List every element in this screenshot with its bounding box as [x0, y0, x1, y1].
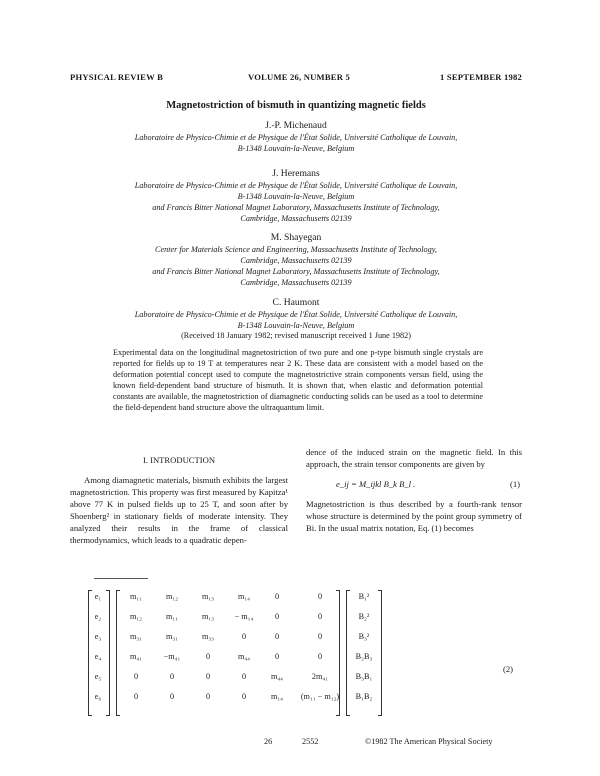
strain-component: e₅ — [94, 672, 102, 681]
tensor-coefficient: m₁₄ — [270, 692, 284, 701]
tensor-coefficient: m₁₁ — [165, 612, 179, 621]
footer-page-number: 2552 — [302, 737, 319, 746]
received-date: (Received 18 January 1982; revised manuscript received 1 June 1982) — [181, 331, 411, 340]
tensor-coefficient: 0 — [241, 632, 247, 641]
tensor-coefficient: 0 — [205, 672, 211, 681]
field-component: B₂² — [358, 612, 370, 621]
affiliation-line: Laboratoire de Physico-Chimie et de Physique de l'État Solide, Université Catholique de Louvain, — [134, 133, 458, 142]
tensor-coefficient: 0 — [133, 672, 139, 681]
strain-component: e₆ — [94, 692, 102, 701]
volume-number: VOLUME 26, NUMBER 5 — [248, 72, 350, 82]
author-name: J.-P. Michenaud — [265, 120, 327, 131]
affiliation-line: Center for Materials Science and Engineering, Massachusetts Institute of Technology, — [155, 245, 437, 254]
tensor-coefficient: m₁₃ — [201, 592, 215, 601]
intro-paragraph-continued: dence of the induced strain on the magnetic field. In this approach, the strain tensor components are given by — [306, 447, 522, 469]
footer-copyright: ©1982 The American Physical Society — [365, 737, 493, 746]
affiliation-line: Cambridge, Massachusetts 02139 — [240, 256, 352, 265]
journal-name: PHYSICAL REVIEW B — [70, 72, 164, 82]
tensor-coefficient: m₄₁ — [129, 652, 143, 661]
left-column — [70, 454, 288, 546]
tensor-coefficient: 0 — [317, 652, 323, 661]
tensor-coefficient: m₃₃ — [201, 632, 215, 641]
tensor-coefficient: m₄₄ — [237, 652, 251, 661]
tensor-coefficient: 0 — [205, 692, 211, 701]
tensor-coefficient: 0 — [274, 612, 280, 621]
tensor-coefficient: m₁₄ — [237, 592, 251, 601]
equation-2-number: (2) — [503, 664, 514, 674]
strain-component: e₄ — [94, 652, 102, 661]
tensor-coefficient: 0 — [241, 672, 247, 681]
tensor-coefficient: (m₁₁ − m₁₂) — [300, 692, 340, 701]
tensor-coefficient: 0 — [241, 692, 247, 701]
equation-1-number: (1) — [509, 479, 520, 489]
affiliation-line: Laboratoire de Physico-Chimie et de Physique de l'État Solide, Université Catholique de Louvain, — [134, 181, 458, 190]
equation-1-expression: e_ij = M_ijkl B_k B_l . — [336, 479, 416, 489]
affiliation-line: and Francis Bitter National Magnet Laboratory, Massachusetts Institute of Technology, — [152, 267, 440, 276]
tensor-coefficient: −m₄₁ — [163, 652, 181, 661]
tensor-coefficient: 0 — [169, 692, 175, 701]
tensor-coefficient: 0 — [317, 592, 323, 601]
abstract: Experimental data on the longitudinal magnetostriction of two pure and one p-type bismuth single crystals are reported for fields up to 19 T at temperatures near 2 K. These data are consistent with a model based on the deformation potential concept used to compute the magnetostrictive strain components versus field, using the known field-dependent band structure of bismuth. It is shown that, when elastic and deformation potential constants are available, the magnetostriction of diamagnetic conducting solids can be used as a tool to determine the field-dependent band structure above the ultraquantum limit. — [113, 348, 483, 412]
tensor-coefficient: 0 — [133, 692, 139, 701]
tensor-coefficient: 0 — [274, 652, 280, 661]
intro-paragraph: Among diamagnetic materials, bismuth exhibits the largest magnetostriction. This property was first measured by Kapitza¹ above 77 K in pulsed fields up to 25 T, and soon after by Shoenberg² in stationary fields of moderate intensity. They analyzed their results in the frame of classical thermodynamics, which leads to a quadratic depen- — [70, 475, 288, 545]
tensor-coefficient: m₁₂ — [129, 612, 143, 621]
affiliation-line: B-1348 Louvain-la-Neuve, Belgium — [237, 321, 355, 330]
field-component: B₂B₃ — [355, 652, 373, 661]
tensor-coefficient: 0 — [169, 672, 175, 681]
tensor-coefficient: − m₁₄ — [234, 612, 254, 621]
footer-volume: 26 — [264, 737, 273, 746]
field-component: B₃² — [358, 632, 370, 641]
strain-component: e₂ — [94, 612, 102, 621]
affiliation-line: Cambridge, Massachusetts 02139 — [240, 278, 352, 287]
tensor-coefficient: 0 — [274, 632, 280, 641]
affiliation-line: and Francis Bitter National Magnet Laboratory, Massachusetts Institute of Technology, — [152, 203, 440, 212]
equation-1 — [306, 474, 522, 494]
matrix-intro-paragraph: Magnetostriction is thus described by a fourth-rank tensor whose structure is determined by the point group symmetry of Bi. In the usual matrix notation, Eq. (1) becomes — [306, 499, 522, 533]
affiliation-line: B-1348 Louvain-la-Neuve, Belgium — [237, 144, 355, 153]
field-component: B₁B₂ — [355, 692, 373, 701]
strain-component: e₁ — [94, 592, 102, 601]
tensor-coefficient: m₃₁ — [165, 632, 179, 641]
tensor-coefficient: 0 — [274, 592, 280, 601]
tensor-coefficient: 0 — [317, 612, 323, 621]
tensor-coefficient: 0 — [317, 632, 323, 641]
right-column — [306, 446, 522, 534]
affiliation-line: Laboratoire de Physico-Chimie et de Physique de l'État Solide, Université Catholique de Louvain, — [134, 310, 458, 319]
author-name: M. Shayegan — [270, 232, 322, 243]
tensor-coefficient: m₁₂ — [165, 592, 179, 601]
tensor-coefficient: 0 — [205, 652, 211, 661]
section-heading: I. INTRODUCTION — [142, 455, 216, 465]
tensor-coefficient: m₃₁ — [129, 632, 143, 641]
field-component: B₁² — [358, 592, 370, 601]
affiliation-line: B-1348 Louvain-la-Neuve, Belgium — [237, 192, 355, 201]
affiliation-line: Cambridge, Massachusetts 02139 — [240, 214, 352, 223]
author-name: J. Heremans — [272, 168, 320, 179]
divider-rule — [94, 578, 148, 579]
tensor-coefficient: m₁₁ — [129, 592, 143, 601]
issue-date: 1 SEPTEMBER 1982 — [440, 72, 522, 82]
paper-title: Magnetostriction of bismuth in quantizing magnetic fields — [166, 100, 426, 111]
tensor-coefficient: 2m₄₁ — [311, 672, 329, 681]
tensor-coefficient: m₄₄ — [270, 672, 284, 681]
tensor-coefficient: m₁₃ — [201, 612, 215, 621]
field-component: B₃B₁ — [355, 672, 373, 681]
strain-component: e₃ — [94, 632, 102, 641]
author-name: C. Haumont — [272, 297, 320, 308]
